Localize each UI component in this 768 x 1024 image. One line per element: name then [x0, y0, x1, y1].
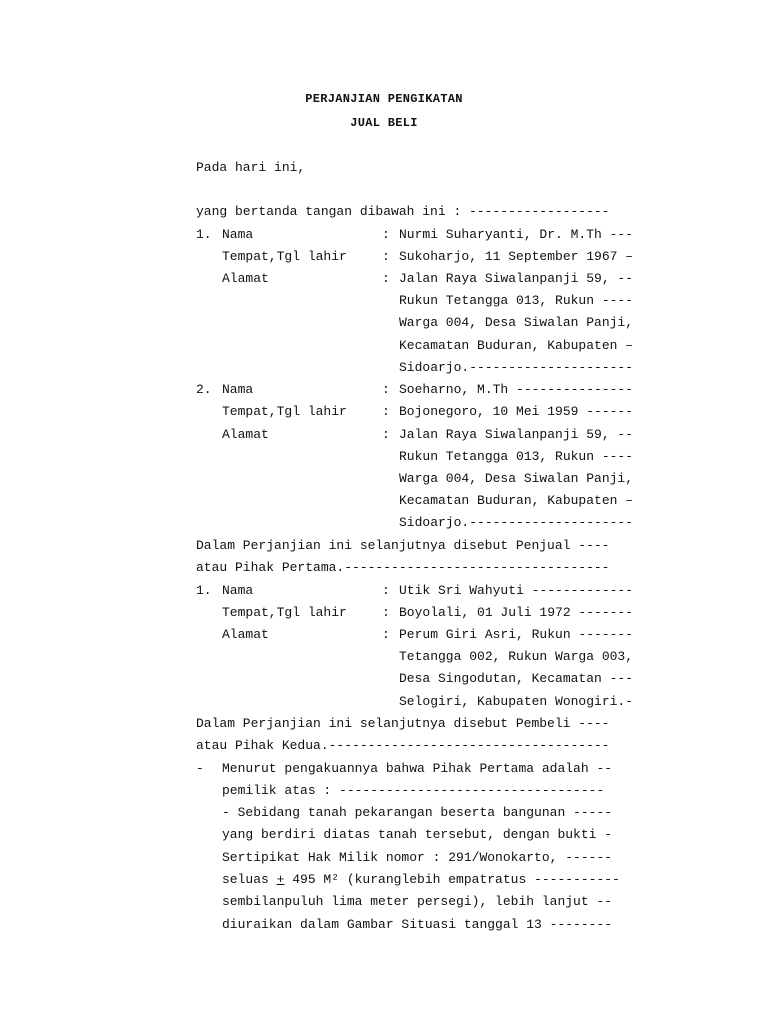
party1-alamat-line: Warga 004, Desa Siwalan Panji, [399, 315, 634, 330]
ownership-area-line [222, 872, 620, 888]
colon: : [382, 427, 390, 442]
party2-tempat-label: Tempat,Tgl lahir [222, 404, 347, 419]
ownership-line: - Sebidang tanah pekarangan beserta bangunan ----- [222, 805, 613, 820]
intro-line: Pada hari ini, [196, 160, 306, 175]
buyer-tempat-label: Tempat,Tgl lahir [222, 605, 347, 620]
buyer-number: 1. [196, 583, 212, 598]
party2-alamat-line: Rukun Tetangga 013, Rukun ---- [399, 449, 634, 464]
party1-tempat-value: Sukoharjo, 11 September 1967 – [399, 249, 634, 264]
party2-nama-value: Soeharno, M.Th --------------- [399, 382, 634, 397]
document-title: PERJANJIAN PENGIKATAN [305, 92, 463, 106]
party1-nama-value: Nurmi Suharyanti, Dr. M.Th --- [399, 227, 634, 242]
party1-alamat-line: Jalan Raya Siwalanpanji 59, -- [399, 271, 634, 286]
colon: : [382, 605, 390, 620]
party2-tempat-value: Bojonegoro, 10 Mei 1959 ------ [399, 404, 634, 419]
party2-alamat-line: Kecamatan Buduran, Kabupaten – [399, 493, 634, 508]
party2-alamat-line: Sidoarjo.--------------------- [399, 515, 634, 530]
party2-alamat-line: Jalan Raya Siwalanpanji 59, -- [399, 427, 634, 442]
buyer-clause-line: atau Pihak Kedua.------------------------------------ [196, 738, 610, 753]
ownership-bullet: - [196, 761, 204, 776]
colon: : [382, 227, 390, 242]
party1-alamat-line: Kecamatan Buduran, Kabupaten – [399, 338, 634, 353]
colon: : [382, 583, 390, 598]
document-subtitle: JUAL BELI [350, 116, 418, 130]
party1-number: 1. [196, 227, 212, 242]
party2-alamat-label: Alamat [222, 427, 269, 442]
colon: : [382, 249, 390, 264]
party1-alamat-label: Alamat [222, 271, 269, 286]
party2-number: 2. [196, 382, 212, 397]
ownership-line: sembilanpuluh lima meter persegi), lebih lanjut -- [222, 894, 613, 909]
buyer-alamat-line: Selogiri, Kabupaten Wonogiri.- [399, 694, 634, 709]
buyer-clause-line: Dalam Perjanjian ini selanjutnya disebut Pembeli ---- [196, 716, 610, 731]
party1-tempat-label: Tempat,Tgl lahir [222, 249, 347, 264]
buyer-alamat-line: Desa Singodutan, Kecamatan --- [399, 671, 634, 686]
buyer-alamat-line: Perum Giri Asri, Rukun ------- [399, 627, 634, 642]
colon: : [382, 627, 390, 642]
colon: : [382, 382, 390, 397]
ownership-line: pemilik atas : ---------------------------------- [222, 783, 605, 798]
buyer-alamat-label: Alamat [222, 627, 269, 642]
buyer-alamat-line: Tetangga 002, Rukun Warga 003, [399, 649, 634, 664]
area-prefix: seluas [222, 872, 277, 887]
seller-clause-line: atau Pihak Pertama.---------------------------------- [196, 560, 610, 575]
plus-minus-sign: + [276, 872, 285, 887]
ownership-line: diuraikan dalam Gambar Situasi tanggal 13 -------- [222, 917, 613, 932]
party1-alamat-line: Rukun Tetangga 013, Rukun ---- [399, 293, 634, 308]
seller-clause-line: Dalam Perjanjian ini selanjutnya disebut Penjual ---- [196, 538, 610, 553]
ownership-line: Sertipikat Hak Milik nomor : 291/Wonokarto, ------ [222, 850, 613, 865]
party2-nama-label: Nama [222, 382, 254, 397]
party1-alamat-line: Sidoarjo.--------------------- [399, 360, 634, 375]
buyer-tempat-value: Boyolali, 01 Juli 1972 ------- [399, 605, 634, 620]
colon: : [382, 271, 390, 286]
buyer-nama-value: Utik Sri Wahyuti ------------- [399, 583, 634, 598]
buyer-nama-label: Nama [222, 583, 254, 598]
colon: : [382, 404, 390, 419]
area-suffix: 495 M² (kuranglebih empatratus ----------- [284, 872, 620, 887]
party2-alamat-line: Warga 004, Desa Siwalan Panji, [399, 471, 634, 486]
signatory-line: yang bertanda tangan dibawah ini : ------------------ [196, 204, 610, 219]
ownership-line: Menurut pengakuannya bahwa Pihak Pertama adalah -- [222, 761, 613, 776]
ownership-line: yang berdiri diatas tanah tersebut, dengan bukti - [222, 827, 613, 842]
party1-nama-label: Nama [222, 227, 254, 242]
